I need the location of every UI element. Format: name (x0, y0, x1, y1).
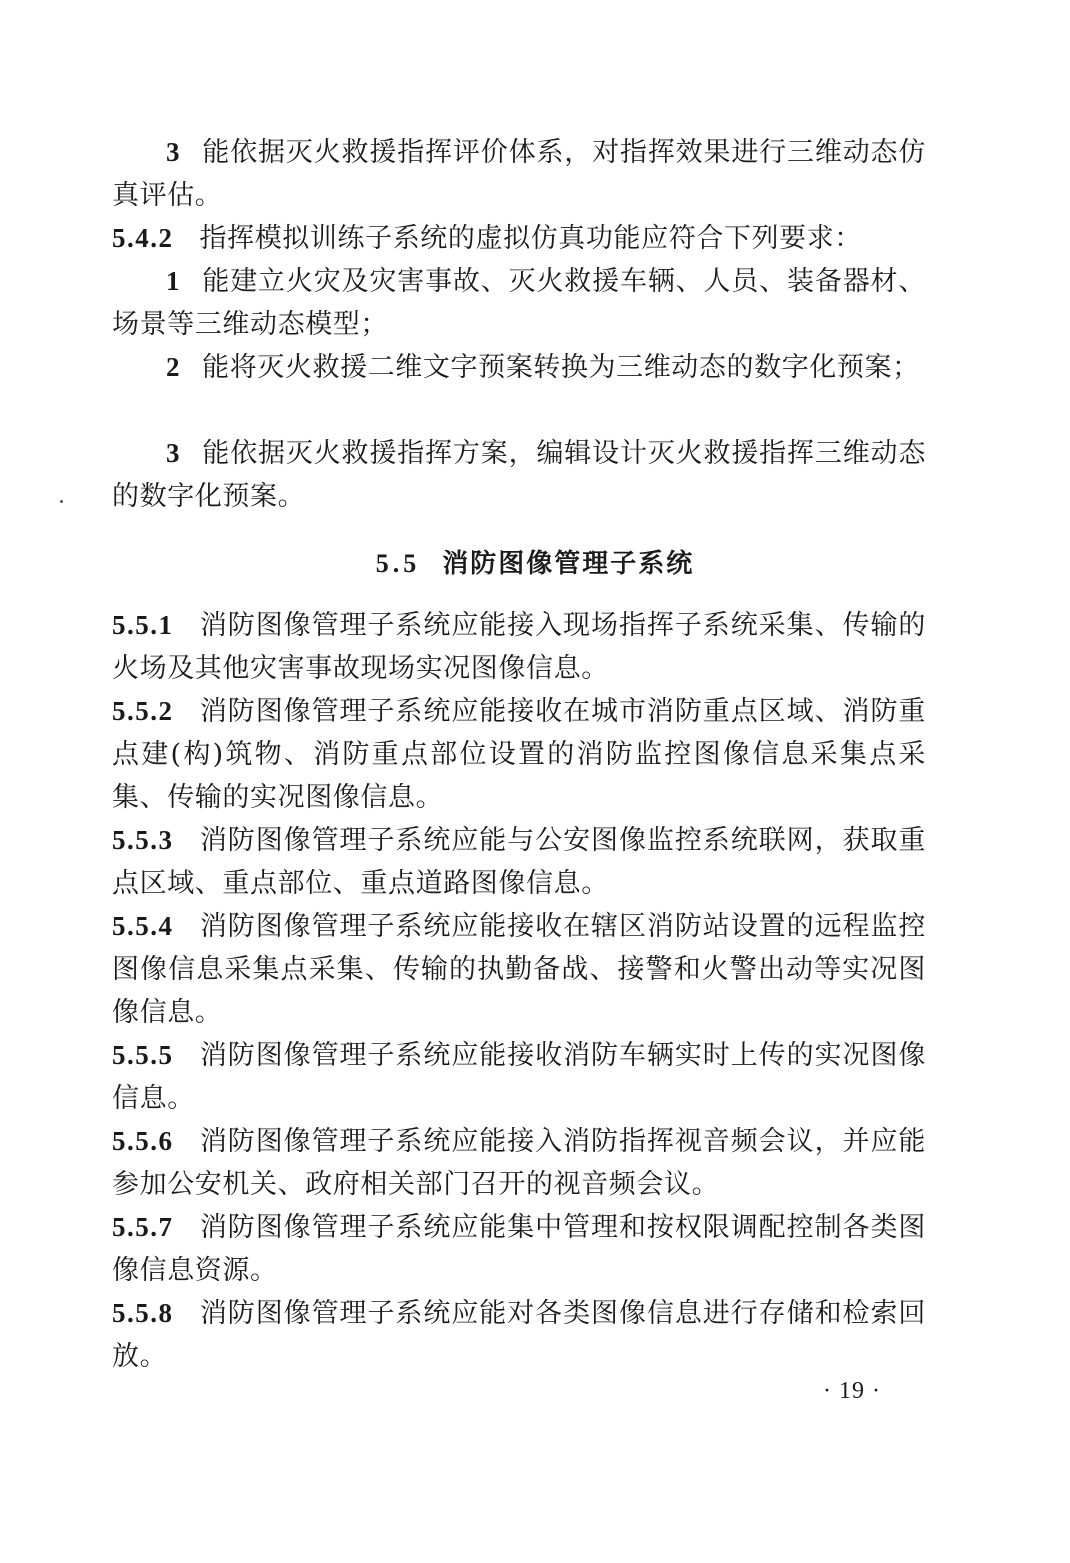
list-item (112, 260, 926, 346)
item-number: 1 (166, 266, 181, 296)
section-title: 消防图像管理子系统 (442, 549, 695, 579)
clause-text: 消防图像管理子系统应能接收在城市消防重点区域、消防重点建(构)筑物、消防重点部位设置的消防监控图像信息采集点采集、传输的实况图像信息。 (112, 696, 926, 813)
clause-5-5-2 (112, 690, 926, 819)
clause-5-5-4 (112, 905, 926, 1034)
clause-text: 消防图像管理子系统应能接收在辖区消防站设置的远程监控图像信息采集点采集、传输的执勤备战、接警和火警出动等实况图像信息。 (112, 911, 926, 1028)
clause-number: 5.5.4 (112, 911, 174, 941)
scan-speck (60, 500, 63, 503)
clause-text: 消防图像管理子系统应能与公安图像监控系统联网，获取重点区域、重点部位、重点道路图像信息。 (112, 825, 926, 899)
clause-5-4-2 (112, 217, 926, 260)
clause-5-5-6 (112, 1120, 926, 1206)
page-number: · 19 · (823, 1378, 881, 1404)
clause-5-5-7 (112, 1206, 926, 1292)
item-number: 2 (166, 352, 181, 382)
list-item (112, 432, 926, 518)
section-number: 5.5 (375, 549, 421, 578)
clause-number: 5.5.7 (112, 1212, 174, 1242)
clause-number: 5.4.2 (112, 223, 174, 253)
clause-text: 消防图像管理子系统应能接入现场指挥子系统采集、传输的火场及其他灾害事故现场实况图像信息。 (112, 610, 926, 684)
item-number: 3 (166, 137, 181, 167)
clause-number: 5.5.2 (112, 696, 174, 726)
clause-text: 消防图像管理子系统应能接入消防指挥视音频会议，并应能参加公安机关、政府相关部门召开的视音频会议。 (112, 1126, 926, 1200)
clause-text: 指挥模拟训练子系统的虚拟仿真功能应符合下列要求： (199, 223, 862, 254)
clause-5-5-5 (112, 1034, 926, 1120)
section-heading (0, 544, 1070, 584)
item-number: 3 (166, 438, 181, 468)
clause-5-5-8 (112, 1292, 926, 1378)
item-text: 能将灭火救援二维文字预案转换为三维动态的数字化预案； (202, 352, 920, 383)
item-text: 能依据灭火救援指挥评价体系，对指挥效果进行三维动态仿真评估。 (112, 137, 926, 211)
list-item (112, 346, 926, 389)
clause-text: 消防图像管理子系统应能集中管理和按权限调配控制各类图像信息资源。 (112, 1212, 926, 1286)
clause-number: 5.5.6 (112, 1126, 174, 1156)
clause-5-5-1 (112, 604, 926, 690)
clause-text: 消防图像管理子系统应能接收消防车辆实时上传的实况图像信息。 (112, 1040, 926, 1114)
clause-number: 5.5.3 (112, 825, 174, 855)
item-text: 能依据灭火救援指挥方案，编辑设计灭火救援指挥三维动态的数字化预案。 (112, 438, 926, 512)
item-text: 能建立火灾及灾害事故、灭火救援车辆、人员、装备器材、场景等三维动态模型； (112, 266, 926, 340)
list-item (112, 131, 926, 217)
clause-number: 5.5.5 (112, 1040, 174, 1070)
clause-number: 5.5.1 (112, 610, 174, 640)
clause-text: 消防图像管理子系统应能对各类图像信息进行存储和检索回放。 (112, 1298, 926, 1372)
clause-5-5-3 (112, 819, 926, 905)
clause-number: 5.5.8 (112, 1298, 174, 1328)
